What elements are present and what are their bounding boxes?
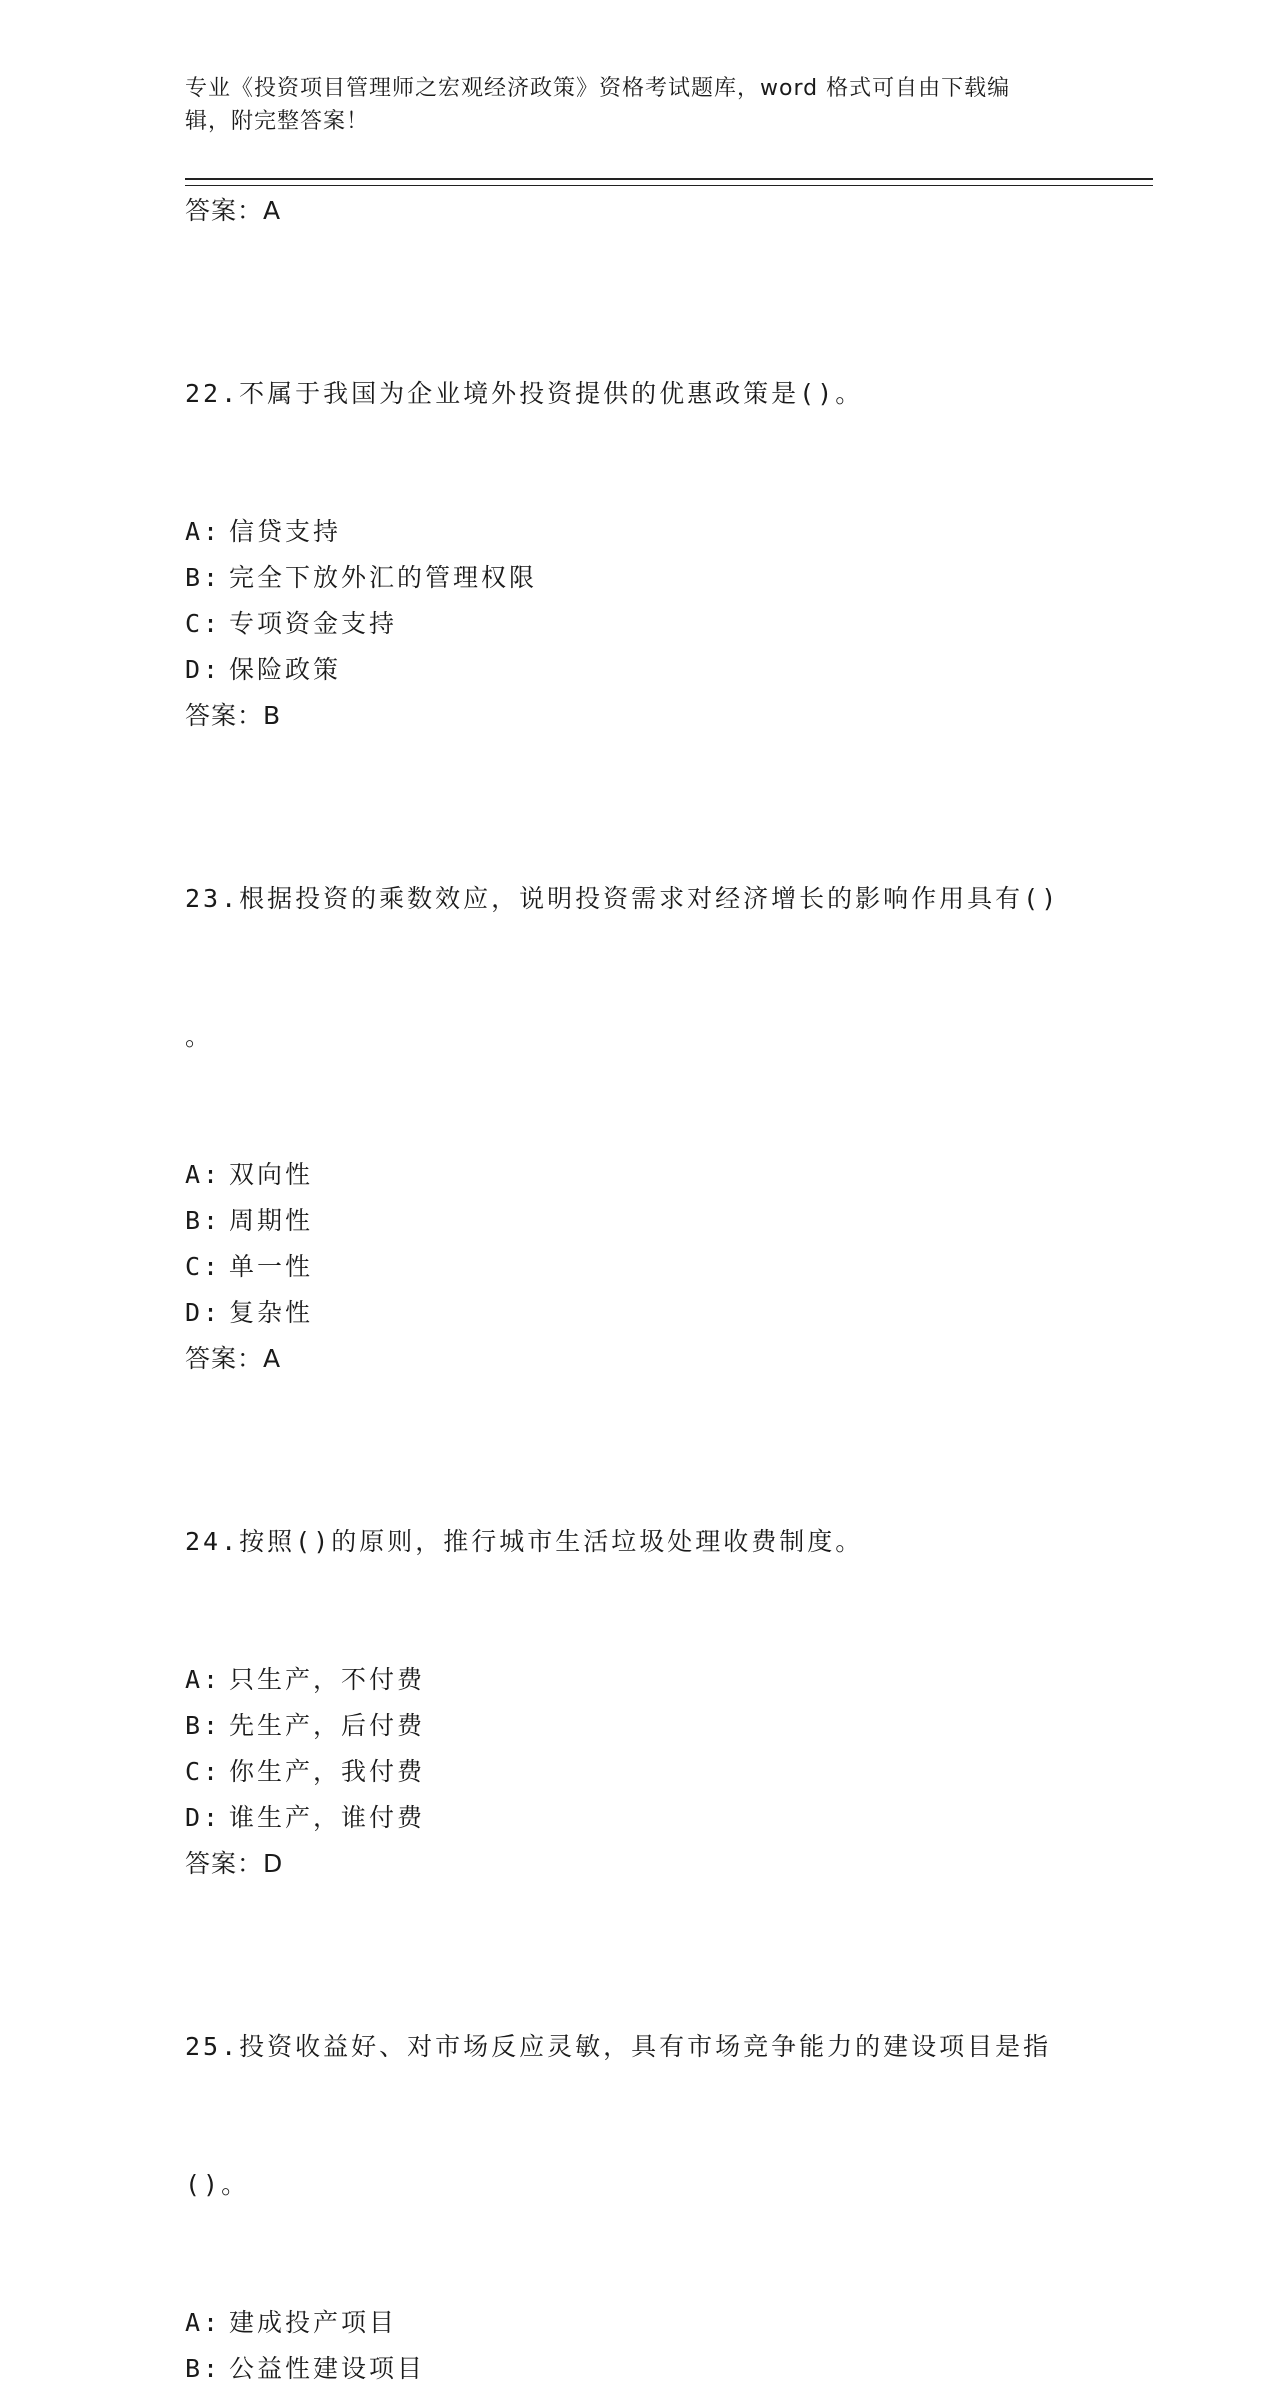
option-text: 双向性 [229,1160,314,1189]
option-a [185,1657,1085,1703]
question-stem-line: 24.按照()的原则，推行城市生活垃圾处理收费制度。 [185,1527,864,1556]
question-stem-line: 。 [185,1022,214,1051]
option-letter: D: [185,655,222,684]
option-text: 周期性 [229,1206,314,1235]
option-d [185,647,1085,693]
document-header [185,72,1065,138]
option-text: 谁生产，谁付费 [229,1803,426,1832]
option-b [185,555,1085,601]
question-stem-line: 22.不属于我国为企业境外投资提供的优惠政策是()。 [185,379,864,408]
question-24 [185,1427,1085,1887]
option-letter: D: [185,1298,222,1327]
option-letter: B: [185,2354,222,2383]
question-list [185,188,1085,2392]
answer-line: 答案：A [185,196,282,225]
answer-line: 答案：D [185,1849,284,1878]
option-d [185,1290,1085,1336]
option-b [185,1198,1085,1244]
question-23 [185,784,1085,1382]
option-a [185,1152,1085,1198]
option-letter: C: [185,609,222,638]
question-25 [185,1932,1085,2392]
question-stem-line: ()。 [185,2170,250,2199]
option-b [185,1703,1085,1749]
option-a [185,2300,1085,2346]
question-stem [185,1427,1085,1657]
option-letter: A: [185,1665,222,1694]
option-text: 专项资金支持 [229,609,398,638]
option-letter: C: [185,1757,222,1786]
header-line-1: 专业《投资项目管理师之宏观经济政策》资格考试题库，word 格式可自由下载编 [185,76,1011,101]
option-text: 先生产，后付费 [229,1711,426,1740]
option-c [185,601,1085,647]
question-stem [185,784,1085,1152]
option-text: 复杂性 [229,1298,314,1327]
option-text: 你生产，我付费 [229,1757,426,1786]
question-stem-line: 23.根据投资的乘数效应，说明投资需求对经济增长的影响作用具有() [185,884,1060,913]
option-c [185,1244,1085,1290]
answer-line: 答案：A [185,1344,282,1373]
header-divider [185,178,1153,186]
header-line-2: 辑，附完整答案！ [185,109,370,134]
option-letter: B: [185,563,222,592]
option-letter: A: [185,1160,222,1189]
question-stem-line: 25.投资收益好、对市场反应灵敏，具有市场竞争能力的建设项目是指 [185,2032,1052,2061]
question-stem [185,279,1085,509]
option-letter: A: [185,2308,222,2337]
option-b [185,2346,1085,2392]
option-text: 完全下放外汇的管理权限 [229,563,538,592]
option-letter: D: [185,1803,222,1832]
option-text: 信贷支持 [229,517,342,546]
option-c [185,1749,1085,1795]
option-text: 建成投产项目 [229,2308,398,2337]
option-a [185,509,1085,555]
option-letter: B: [185,1206,222,1235]
option-letter: B: [185,1711,222,1740]
question-stem [185,1932,1085,2300]
option-text: 单一性 [229,1252,314,1281]
option-d [185,1795,1085,1841]
option-text: 公益性建设项目 [229,2354,426,2383]
answer-line: 答案：B [185,701,282,730]
option-text: 只生产，不付费 [229,1665,426,1694]
question-22 [185,279,1085,739]
option-letter: C: [185,1252,222,1281]
option-text: 保险政策 [229,655,342,684]
option-letter: A: [185,517,222,546]
